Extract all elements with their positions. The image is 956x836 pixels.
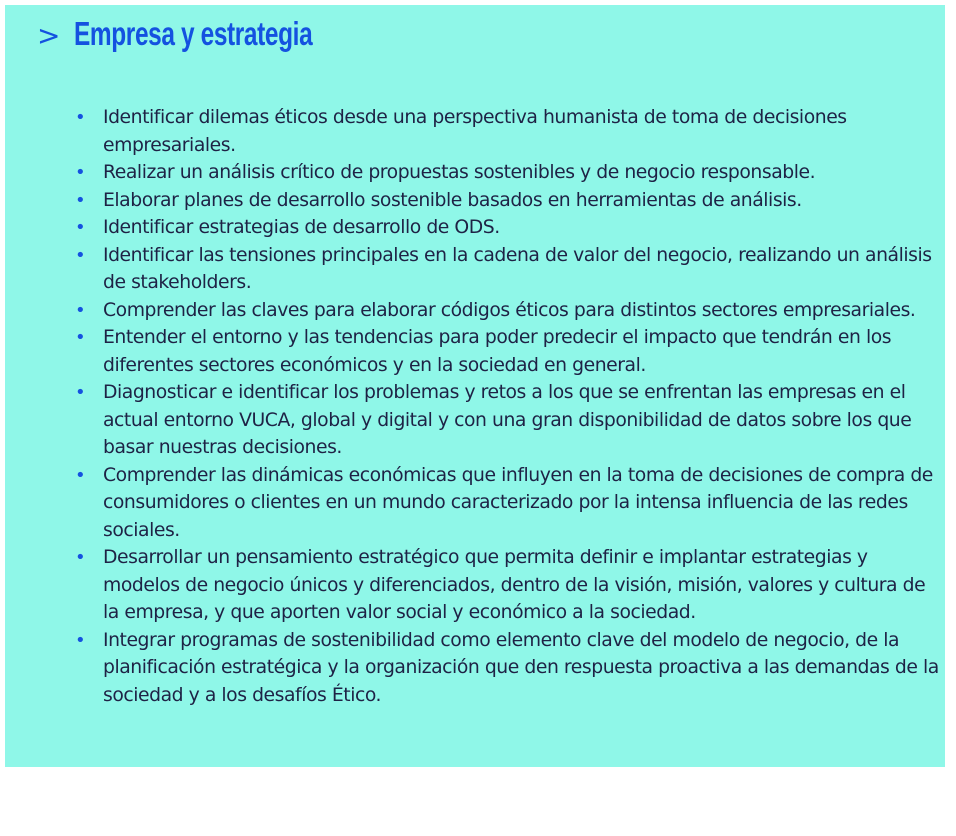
bullet-icon: • xyxy=(75,299,86,321)
bullet-icon: • xyxy=(75,107,86,128)
list-item-text: Integrar programas de sostenibilidad como elemento clave del modelo de negocio, de la planificación estratégica y la organización que den respuesta proactiva a las demandas de la sociedad y a los desafíos Ético. xyxy=(103,629,939,706)
list-item-text: Realizar un análisis crítico de propuestas sostenibles y de negocio responsable. xyxy=(103,162,816,183)
list-item xyxy=(65,187,941,215)
list-item xyxy=(65,104,941,159)
list-item xyxy=(65,544,941,627)
bullet-icon: • xyxy=(75,189,86,211)
list-item xyxy=(65,379,941,462)
bullet-icon: • xyxy=(75,162,86,183)
list-item-text: Identificar dilemas éticos desde una perspectiva humanista de toma de decisiones empresariales. xyxy=(103,107,847,156)
list-item-text: Identificar estrategias de desarrollo de ODS. xyxy=(103,217,500,238)
bullet-icon: • xyxy=(75,327,86,348)
bullet-icon: • xyxy=(75,547,86,568)
list-item-text: Comprender las claves para elaborar códigos éticos para distintos sectores empresariales. xyxy=(103,299,916,321)
list-item xyxy=(65,242,941,297)
section-title: Empresa y estrategia xyxy=(74,15,313,52)
bullet-icon: • xyxy=(75,217,86,238)
bullet-icon: • xyxy=(75,244,86,266)
list-item-text: Identificar las tensiones principales en la cadena de valor del negocio, realizando un análisis de stakeholders. xyxy=(103,244,932,293)
list-item-text: Desarrollar un pensamiento estratégico que permita definir e implantar estrategias y modelos de negocio únicos y diferenciados, dentro de la visión, misión, valores y cultura de la empresa, y que aporten valor social y económico a la sociedad. xyxy=(103,547,926,623)
bullet-icon: • xyxy=(75,464,86,486)
list-item xyxy=(65,462,941,545)
objectives-list xyxy=(65,104,941,709)
list-item-text: Entender el entorno y las tendencias para poder predecir el impacto que tendrán en los diferentes sectores económicos y en la sociedad en general. xyxy=(103,327,892,376)
bullet-icon: • xyxy=(75,382,86,403)
list-item xyxy=(65,159,941,187)
section-heading xyxy=(37,17,396,50)
list-item-text: Comprender las dinámicas económicas que influyen en la toma de decisiones de compra de consumidores o clientes en un mundo caracterizado por la intensa influencia de las redes sociales. xyxy=(103,464,933,541)
list-item xyxy=(65,324,941,379)
bullet-icon: • xyxy=(75,629,86,651)
content-panel xyxy=(5,5,945,767)
chevron-right-icon: > xyxy=(37,19,61,52)
list-item-text: Elaborar planes de desarrollo sostenible basados en herramientas de análisis. xyxy=(103,189,802,211)
list-item xyxy=(65,627,941,710)
list-item xyxy=(65,297,941,325)
list-item-text: Diagnosticar e identificar los problemas y retos a los que se enfrentan las empresas en el actual entorno VUCA, global y digital y con una gran disponibilidad de datos sobre los que basar nuestras decisiones. xyxy=(103,382,912,458)
list-item xyxy=(65,214,941,242)
